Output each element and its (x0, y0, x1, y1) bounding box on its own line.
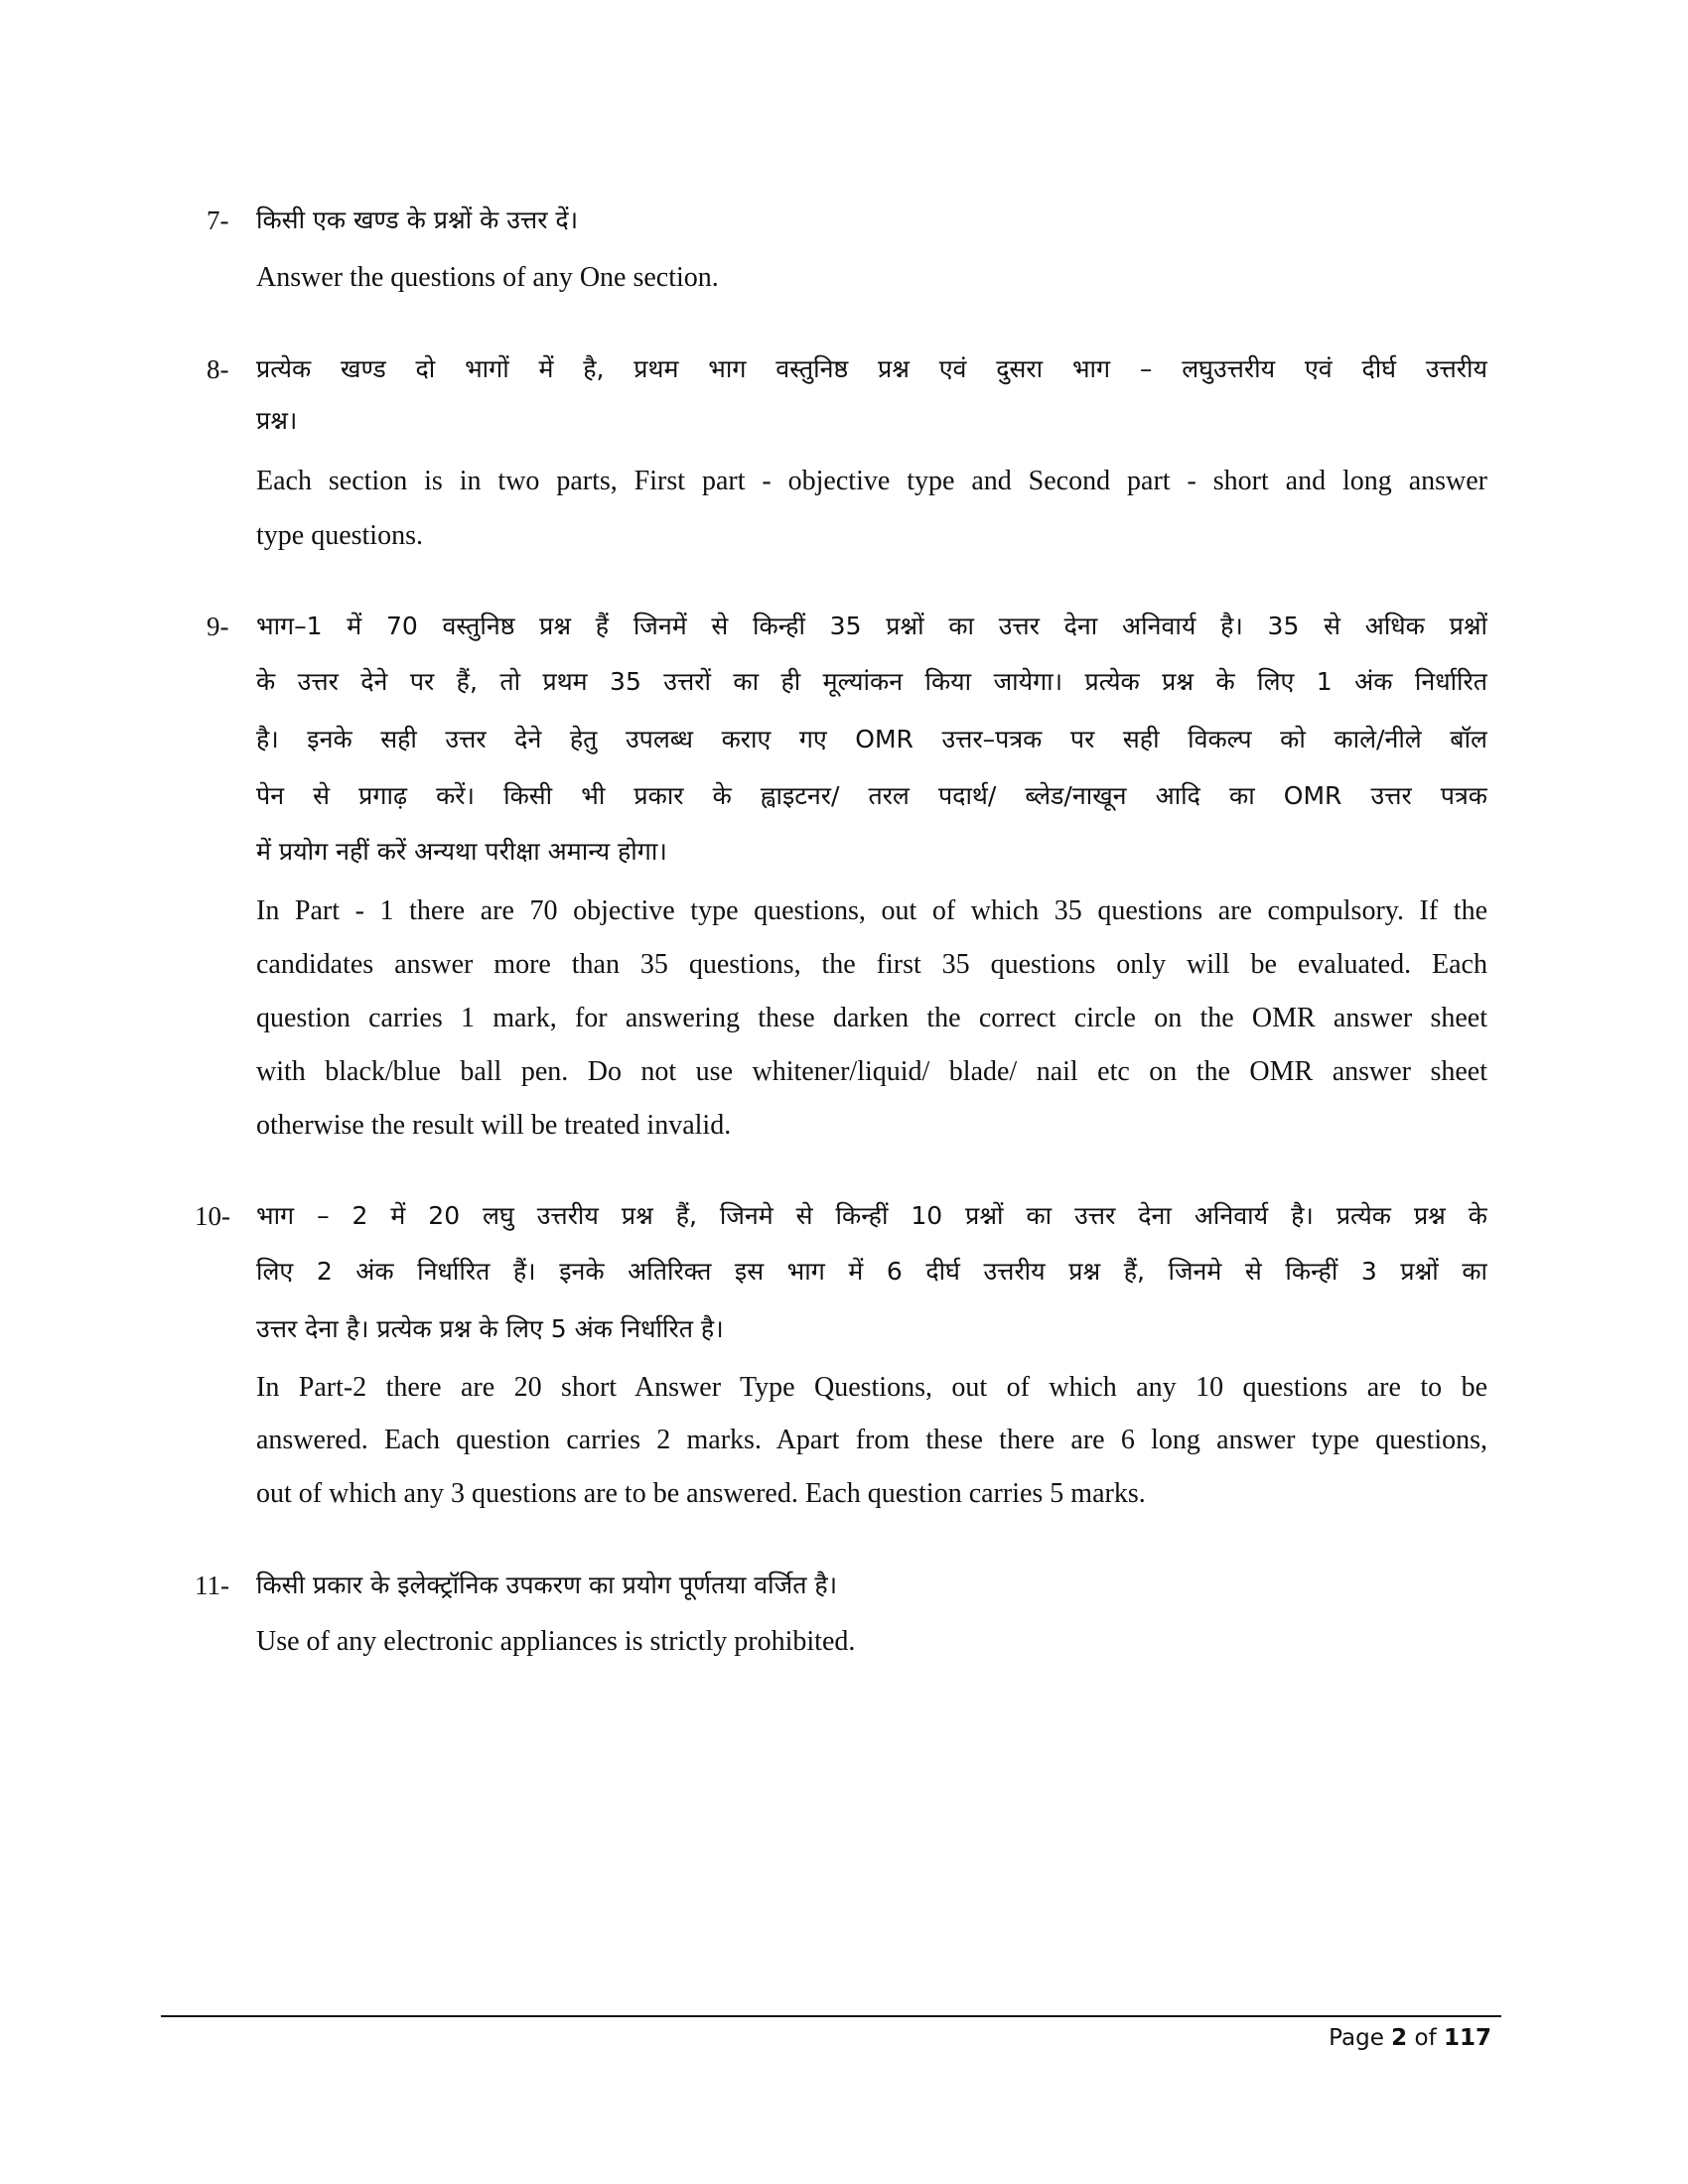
english-text-line: otherwise the result will be treated invalid. (256, 1110, 732, 1141)
english-text-line: out of which any 3 questions are to be answered. Each question carries 5 marks. (256, 1478, 1146, 1509)
page-label: Page (1329, 2025, 1384, 2051)
page-footer (1329, 2025, 1491, 2051)
english-text-line: Each section is in two parts, First part - objective type and Second part - short and long answer (256, 466, 1487, 496)
item-number: 11- (195, 1570, 229, 1600)
english-text-line: type questions. (256, 520, 423, 551)
hindi-text-line: प्रश्न। (256, 406, 298, 435)
english-text-line: Answer the questions of any One section. (256, 262, 719, 293)
english-text-line: In Part - 1 there are 70 objective type questions, out of which 35 questions are compulsory. If the (256, 895, 1487, 926)
page-number: 2 (1391, 2025, 1408, 2051)
english-text-line: candidates answer more than 35 questions, the first 35 questions only will be evaluated. Each (256, 949, 1487, 980)
hindi-text-line: पेन से प्रगाढ़ करें। किसी भी प्रकार के ह्वाइटनर/ तरल पदार्थ/ ब्लेड/नाखून आदि का OMR उत्तर पत्रक (256, 781, 1487, 810)
hindi-text-line: के उत्तर देने पर हैं, तो प्रथम 35 उत्तरों का ही मूल्यांकन किया जायेगा। प्रत्येक प्रश्न के लिए 1 अंक निर्धारित (256, 667, 1487, 696)
hindi-text-line: लिए 2 अंक निर्धारित हैं। इनके अतिरिक्त इस भाग में 6 दीर्घ उत्तरीय प्रश्न हैं, जिनमे से किन्हीं 3 प्रश्नों का (256, 1257, 1487, 1286)
item-number: 7- (207, 205, 229, 235)
total-pages: 117 (1443, 2025, 1491, 2051)
english-text-line: question carries 1 mark, for answering these darken the correct circle on the OMR answer sheet (256, 1003, 1487, 1033)
item-number: 9- (207, 612, 229, 641)
footer-divider (161, 2015, 1501, 2017)
of-label: of (1414, 2025, 1437, 2051)
hindi-text-line: भाग – 2 में 20 लघु उत्तरीय प्रश्न हैं, जिनमे से किन्हीं 10 प्रश्नों का उत्तर देना अनिवार्य है। प्रत्येक प्रश्न के (256, 1201, 1487, 1230)
item-number: 8- (207, 354, 229, 384)
hindi-text-line: किसी एक खण्ड के प्रश्नों के उत्तर दें। (256, 205, 579, 234)
hindi-text-line: उत्तर देना है। प्रत्येक प्रश्न के लिए 5 अंक निर्धारित है। (256, 1314, 724, 1343)
hindi-text-line: प्रत्येक खण्ड दो भागों में है, प्रथम भाग वस्तुनिष्ठ प्रश्न एवं दुसरा भाग – लघुउत्तरीय एवं दीर्घ उत्तरीय (256, 354, 1487, 383)
english-text-line: with black/blue ball pen. Do not use whitener/liquid/ blade/ nail etc on the OMR answer sheet (256, 1056, 1487, 1087)
hindi-text-line: है। इनके सही उत्तर देने हेतु उपलब्ध कराए गए OMR उत्तर–पत्रक पर सही विकल्प को काले/नीले बॉल (256, 725, 1487, 753)
english-text-line: In Part-2 there are 20 short Answer Type Questions, out of which any 10 questions are to be (256, 1372, 1487, 1403)
item-number: 10- (195, 1201, 230, 1231)
english-text-line: answered. Each question carries 2 marks. Apart from these there are 6 long answer type questions, (256, 1425, 1487, 1455)
hindi-text-line: भाग–1 में 70 वस्तुनिष्ठ प्रश्न हैं जिनमें से किन्हीं 35 प्रश्नों का उत्तर देना अनिवार्य है। 35 से अधिक प्रश्नों (256, 612, 1487, 640)
hindi-text-line: में प्रयोग नहीं करें अन्यथा परीक्षा अमान्य होगा। (256, 837, 667, 866)
hindi-text-line: किसी प्रकार के इलेक्ट्रॉनिक उपकरण का प्रयोग पूर्णतया वर्जित है। (256, 1570, 838, 1599)
english-text-line: Use of any electronic appliances is strictly prohibited. (256, 1626, 856, 1657)
